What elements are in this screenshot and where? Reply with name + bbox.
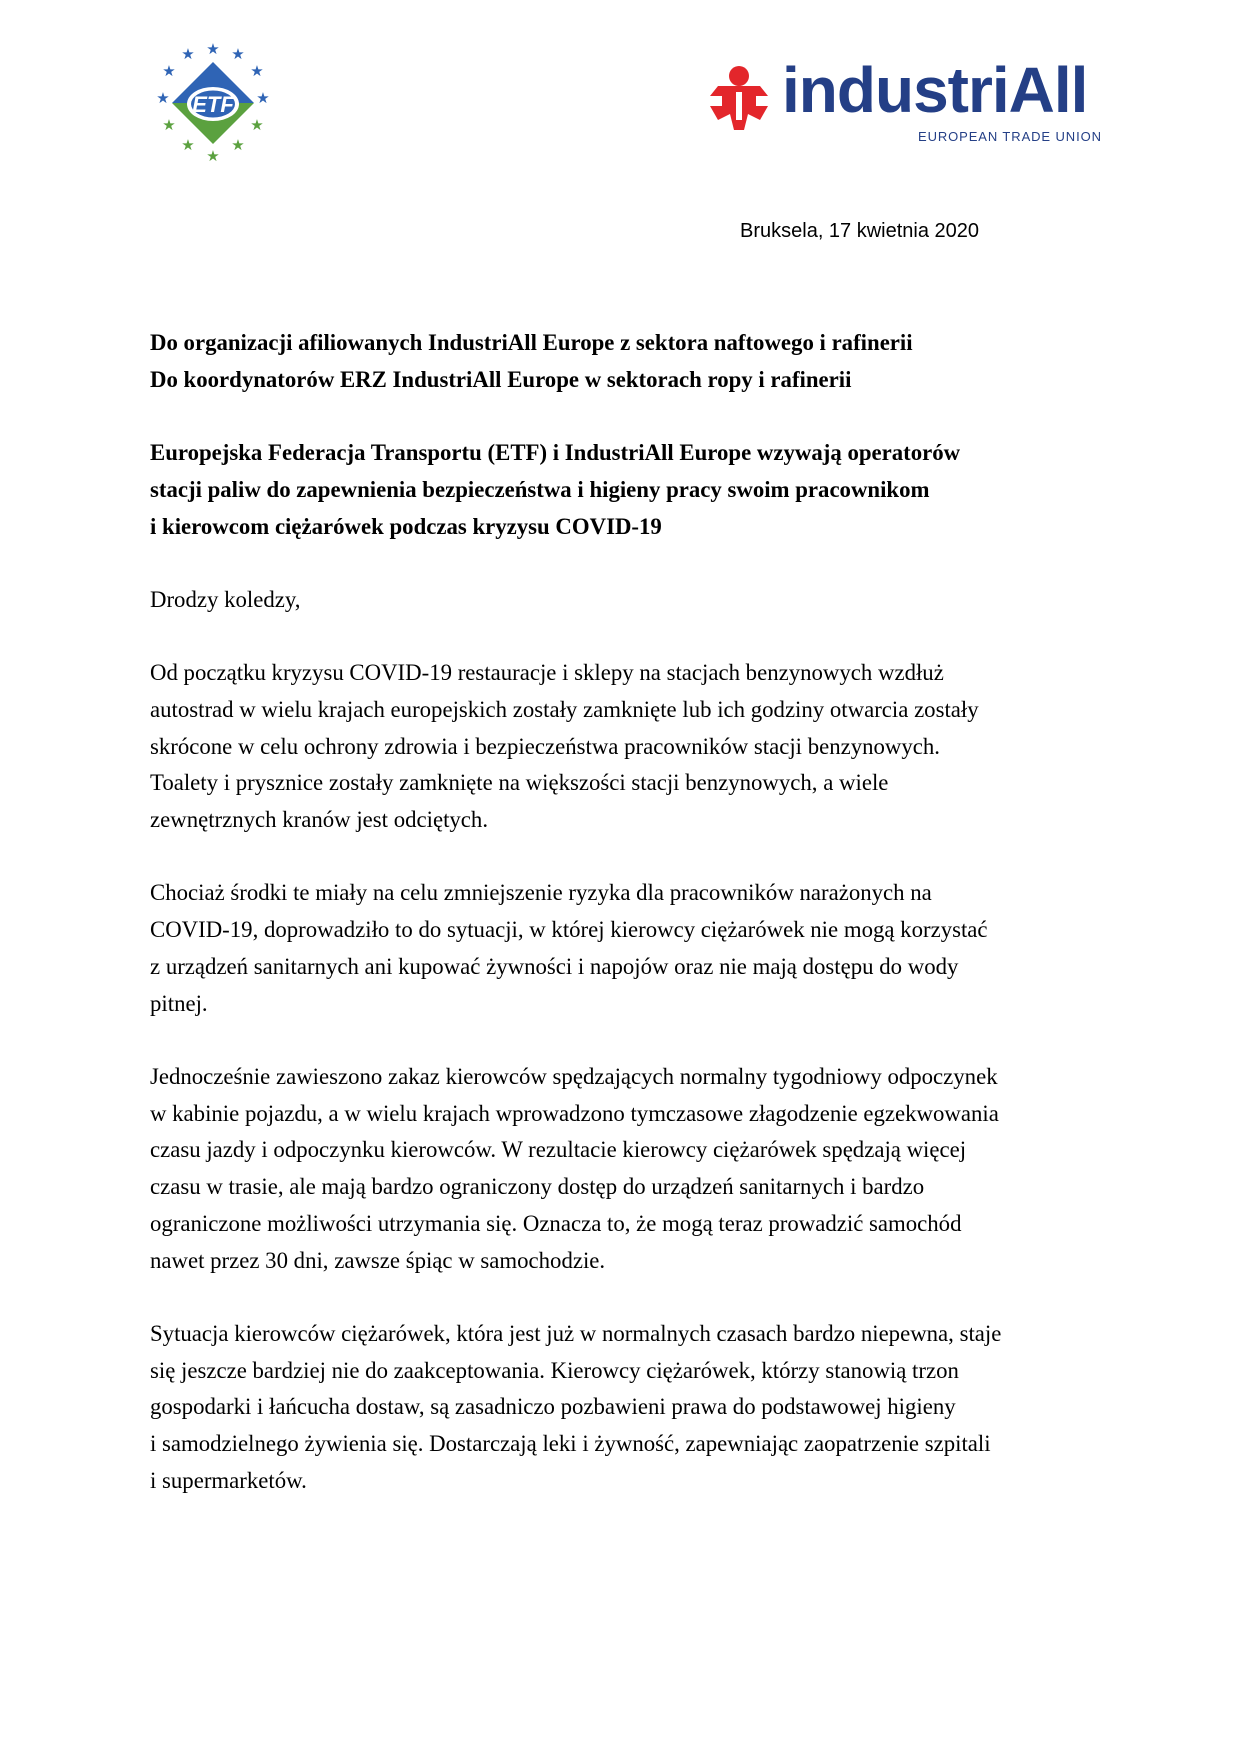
paragraph-line: czasu jazdy i odpoczynku kierowców. W rezultacie kierowcy ciężarówek spędzają więcej bbox=[150, 1137, 967, 1163]
letter-headline bbox=[150, 435, 1100, 545]
svg-text:★: ★ bbox=[231, 45, 245, 63]
paragraph-line: nawet przez 30 dni, zawsze śpiąc w samochodzie. bbox=[150, 1247, 606, 1273]
svg-text:★: ★ bbox=[206, 40, 220, 58]
paragraph-line: skrócone w celu ochrony zdrowia i bezpieczeństwa pracowników stacji benzynowych. bbox=[150, 733, 940, 759]
salutation: Drodzy koledzy, bbox=[150, 586, 301, 612]
recipients bbox=[150, 325, 1100, 398]
headline-line: i kierowcom ciężarówek podczas kryzysu COVID-19 bbox=[150, 513, 662, 539]
headline-line: Europejska Federacja Transportu (ETF) i IndustriAll Europe wzywają operatorów bbox=[150, 440, 961, 466]
svg-text:★: ★ bbox=[162, 116, 176, 134]
paragraph-line: autostrad w wielu krajach europejskich zostały zamknięte lub ich godziny otwarcia zostały bbox=[150, 696, 979, 722]
etf-logo-text: ETF bbox=[192, 92, 234, 117]
paragraph-line: Toalety i prysznice zostały zamknięte na większości stacji benzynowych, a wiele bbox=[150, 770, 889, 796]
svg-text:★: ★ bbox=[181, 136, 195, 154]
paragraph-line: czasu w trasie, ale mają bardzo ograniczony dostęp do urządzeń sanitarnych i bardzo bbox=[150, 1174, 925, 1200]
paragraph-line: z urządzeń sanitarnych ani kupować żywności i napojów oraz nie mają dostępu do wody bbox=[150, 953, 959, 979]
letter-body bbox=[150, 325, 1100, 1499]
industriall-mark-icon bbox=[700, 62, 778, 132]
paragraph-2 bbox=[150, 875, 1100, 1022]
svg-text:★: ★ bbox=[256, 89, 270, 107]
recipient-line: Do koordynatorów ERZ IndustriAll Europe w sektorach ropy i rafinerii bbox=[150, 366, 852, 392]
svg-text:★: ★ bbox=[231, 136, 245, 154]
paragraph-line: pitnej. bbox=[150, 990, 208, 1016]
industriall-tagline: EUROPEAN TRADE UNION bbox=[918, 129, 1102, 144]
paragraph-line: w kabinie pojazdu, a w wielu krajach wprowadzono tymczasowe złagodzenie egzekwowania bbox=[150, 1100, 999, 1126]
svg-text:★: ★ bbox=[250, 62, 264, 80]
paragraph-line: Chociaż środki te miały na celu zmniejszenie ryzyka dla pracowników narażonych na bbox=[150, 880, 932, 906]
industriall-logo bbox=[700, 54, 1102, 150]
paragraph-line: zewnętrznych kranów jest odciętych. bbox=[150, 807, 489, 833]
paragraph-1 bbox=[150, 655, 1100, 839]
paragraph-line: ograniczone możliwości utrzymania się. Oznacza to, że mogą teraz prowadzić samochód bbox=[150, 1210, 962, 1236]
paragraph-line: Jednocześnie zawieszono zakaz kierowców spędzających normalny tygodniowy odpoczynek bbox=[150, 1063, 998, 1089]
paragraph-4 bbox=[150, 1316, 1100, 1500]
letter-date: Bruksela, 17 kwietnia 2020 bbox=[740, 220, 980, 242]
etf-logo bbox=[150, 40, 276, 166]
svg-text:★: ★ bbox=[156, 89, 170, 107]
svg-text:★: ★ bbox=[250, 116, 264, 134]
paragraph-line: COVID-19, doprowadziło to do sytuacji, w której kierowcy ciężarówek nie mogą korzystać bbox=[150, 917, 988, 943]
recipient-line: Do organizacji afiliowanych IndustriAll Europe z sektora naftowego i rafinerii bbox=[150, 330, 913, 355]
svg-text:★: ★ bbox=[206, 147, 220, 165]
paragraph-line: Od początku kryzysu COVID-19 restauracje i sklepy na stacjach benzynowych wzdłuż bbox=[150, 660, 944, 686]
headline-line: stacji paliw do zapewnienia bezpieczeństwa i higieny pracy swoim pracownikom bbox=[150, 476, 930, 502]
etf-logo-graphic bbox=[150, 40, 276, 166]
paragraph-line: Sytuacja kierowców ciężarówek, która jest już w normalnych czasach bardzo niepewna, staje bbox=[150, 1320, 1002, 1346]
paragraph-line: i samodzielnego żywienia się. Dostarczają leki i żywność, zapewniając zaopatrzenie szpitali bbox=[150, 1431, 991, 1456]
paragraph-line: i supermarketów. bbox=[150, 1467, 307, 1493]
svg-text:★: ★ bbox=[181, 45, 195, 63]
paragraph-line: gospodarki i łańcucha dostaw, są zasadniczo pozbawieni prawa do podstawowej higieny bbox=[150, 1394, 956, 1420]
svg-text:★: ★ bbox=[162, 62, 176, 80]
paragraph-3 bbox=[150, 1059, 1100, 1279]
paragraph-line: się jeszcze bardziej nie do zaakceptowania. Kierowcy ciężarówek, którzy stanowią trzon bbox=[150, 1357, 959, 1383]
industriall-wordmark: industriAll bbox=[782, 54, 1088, 126]
